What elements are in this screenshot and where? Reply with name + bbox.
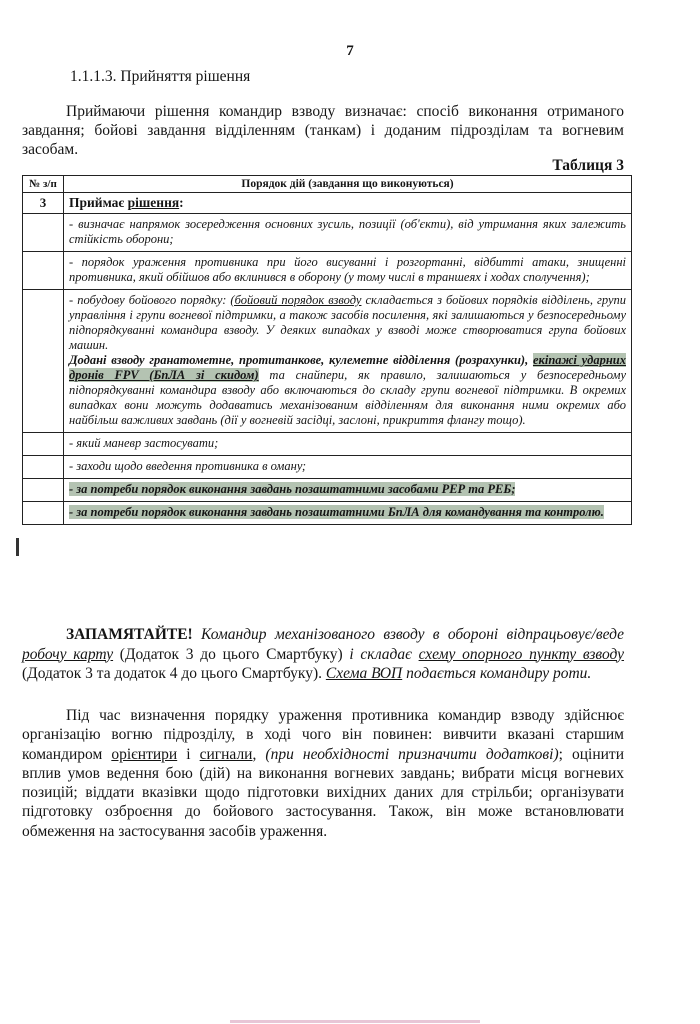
battle-order-link[interactable]: (бойовий порядок взводу [230, 293, 362, 307]
row-title-suffix: : [179, 195, 184, 210]
table-row [23, 290, 632, 433]
table-row [23, 252, 632, 290]
table-row [23, 193, 632, 214]
header-title: Порядок дій (завдання що виконуються) [64, 176, 632, 193]
remember-text-5: подається командиру роти. [402, 665, 592, 682]
item-direction: - визначає напрямок зосередження основних зусиль, позиції (об'єкти), від утримання яких залежить стійкість оборони; [64, 214, 632, 252]
remember-label: ЗАПАМЯТАЙТЕ! [66, 626, 193, 643]
section-heading: 1.1.1.3. Прийняття рішення [70, 68, 251, 85]
rer-reb-highlight: - за потреби порядок виконання завдань позаштатними засобами РЕР та РЕБ; [69, 482, 516, 496]
item3-part-f: та снайпери, як правило, залишаються у безпосередньому підпорядкуванні командира взводу або включаються до складу групи вогневої підтримки. В окремих випадках вони можуть додаватись механізованим відділенням для виконання ними окремих або найбільш важливих завдань (дії у вогневій засідці, заслоні, прикриття флангу тощо). [69, 368, 627, 427]
row-title-prefix: Приймає [69, 195, 128, 210]
table-3 [22, 175, 632, 525]
page-number: 7 [346, 43, 354, 59]
fpv-highlight: екіпажі ударних дронів FPV (БпЛА зі скидом) [69, 353, 626, 382]
item-maneuver: - який маневр застосувати; [64, 433, 632, 456]
item-deception: - заходи щодо введення противника в оману; [64, 456, 632, 479]
body2-text-3: , [252, 745, 266, 763]
row-title-link[interactable]: рішення [127, 195, 180, 210]
table-header-row [23, 176, 632, 193]
table-row [23, 214, 632, 252]
header-number: № з/п [23, 176, 64, 193]
landmarks-link[interactable]: орієнтири [111, 745, 178, 763]
table-row [23, 502, 632, 525]
remember-text-2: (Додаток 3 до цього Смартбуку) [113, 645, 343, 663]
item-uav-control [64, 502, 632, 525]
scan-margin-mark [16, 538, 19, 556]
uav-control-highlight: - за потреби порядок виконання завдань позаштатними БпЛА для командування та контролю. [69, 505, 604, 519]
item3-part-a: - побудову бойового порядку: [69, 293, 231, 307]
row-title [64, 193, 632, 214]
body2-italic: (при необхідності призначити додаткові) [265, 745, 559, 763]
body2-text-4: ; оцінити вплив умов ведення бою (дій) на виконання вогневих завдань; вибрати місця вогневих позицій; віддати вказівки щодо підготовки вихідних даних для стрільби; організувати підготовку озброєння до бойового застосування. Також, він може встановлювати обмеження на застосування засобів ураження. [22, 745, 624, 840]
body2-text-2: і [177, 745, 200, 763]
signals-link[interactable]: сигнали [199, 745, 253, 763]
item3-part-c: складається з бойових порядків відділень, групи управління і групи вогневої підтримки, а також засобів посилення, які залишаються у безпосередньому підпорядкуванні командира взводу. У деяких випадках у взводі може створюватися група бойових машин. [69, 293, 627, 352]
table-row [23, 479, 632, 502]
strongpoint-scheme-link[interactable]: схему опорного пункту взводу [418, 645, 625, 663]
item-rer-reb [64, 479, 632, 502]
body2-text-1: Під час визначення порядку ураження противника командир взводу здійснює організацію вогню підрозділу, в ході чого він повинен: вивчити вказані старшим командиром [22, 707, 624, 763]
remember-paragraph [22, 625, 624, 684]
table-caption: Таблиця 3 [552, 157, 624, 174]
table-row [23, 433, 632, 456]
fire-organization-paragraph [22, 706, 624, 841]
item-engagement: - порядок ураження противника при його висуванні і розгортанні, відбитті атаки, знищенні противника, який обійшов або вклинився в оборону (у тому числі в траншеях і ходах сполучення); [64, 252, 632, 290]
vop-scheme-link[interactable]: Схема ВОП [325, 665, 403, 682]
item3-part-d: Додані взводу гранатометне, протитанкове, кулеметне відділення (розрахунки), [69, 353, 533, 367]
scan-artifact [230, 1020, 480, 1023]
remember-text-1: Командир механізованого взводу в обороні відпрацьовує/веде [192, 626, 624, 643]
row-number: 3 [23, 193, 64, 214]
table-row [23, 456, 632, 479]
intro-paragraph: Приймаючи рішення командир взводу визначає: спосіб виконання отриманого завдання; бойові завдання відділенням (танкам) і доданим підрозділам та вогневим засобам. [22, 103, 624, 158]
work-map-link[interactable]: робочу карту [22, 645, 114, 663]
item-battle-order [64, 290, 632, 433]
remember-text-3: і складає [342, 645, 419, 663]
remember-text-4: (Додаток 3 та додаток 4 до цього Смартбуку). [22, 665, 326, 682]
